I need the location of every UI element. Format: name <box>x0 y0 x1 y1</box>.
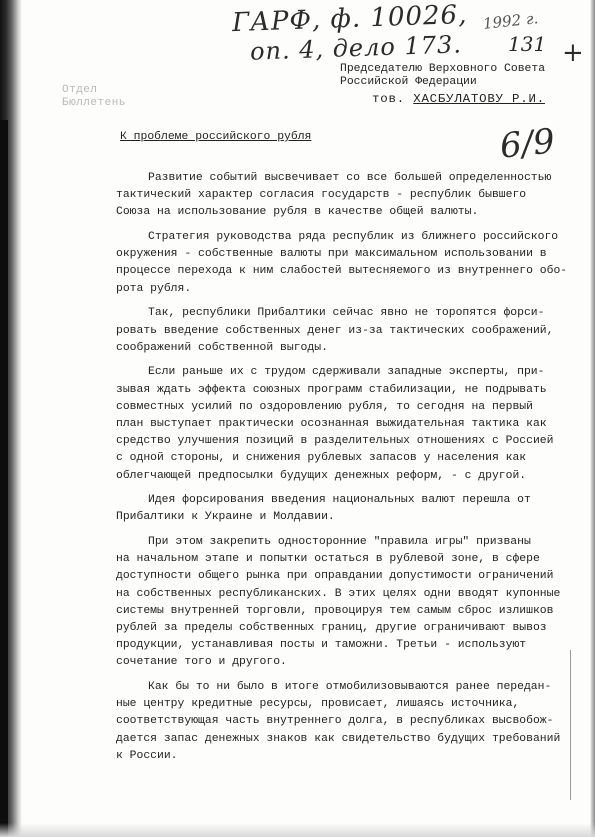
text-line: Если раньше их с трудом сдерживали западные эксперты, при- <box>148 366 545 379</box>
archive-reference-line1: ГАРФ, ф. 10026, <box>231 0 468 39</box>
text-line: на собственных республиканских. В этих целях одни вводят купонные <box>116 587 561 600</box>
faint-stamp-line: Бюллетень <box>62 97 126 109</box>
document-body <box>116 170 576 773</box>
addressee-block <box>340 63 545 89</box>
addressee-line1: Председателю Верховного Совета <box>340 63 546 75</box>
paragraph <box>116 534 576 672</box>
text-line: Союза на использование рубля в качестве общей валюты. <box>116 206 479 219</box>
scan-binding-shadow <box>0 120 8 837</box>
text-line: средство улучшения позиций в разделительных отношениях с Россией <box>116 435 554 448</box>
text-line: Стратегия руководства ряда республик из ближнего российского <box>148 231 559 244</box>
text-line: с одной стороны, и снижения рублевых запасов у населения как <box>116 452 527 465</box>
text-line: доступности общего рынка при оправдании допустимости ограничений <box>116 570 554 583</box>
text-line: ровать введение собственных денег из-за тактических соображений, <box>116 324 554 337</box>
faint-stamp-line: Отдел <box>62 84 98 96</box>
paragraph <box>116 364 576 484</box>
text-line: тактический характер согласия государств - республик бывшего <box>116 189 527 202</box>
text-line: При этом закрепить односторонние "правила игры" призваны <box>148 536 531 549</box>
text-line: на начальном этапе и попытки остаться в рублевой зоне, в сфере <box>116 553 540 566</box>
handwritten-margin-mark: 6/9 <box>498 121 557 167</box>
text-line: окружения - собственные валюты при максимальном использовании в <box>116 248 547 261</box>
paragraph <box>116 679 576 765</box>
paragraph <box>116 492 576 526</box>
text-line: дается запас денежных знаков как свидетельство будущих требований <box>116 732 561 745</box>
text-line: Развитие событий высвечивает со все большей определенностью <box>148 172 552 184</box>
addressee-line2: Российской Федерации <box>340 76 477 88</box>
paragraph <box>116 229 576 298</box>
archive-cross-mark: + <box>562 38 584 68</box>
text-line: процессе перехода к ним слабостей вытесняемого из внутреннего обо- <box>116 265 568 278</box>
paragraph <box>116 305 576 357</box>
addressee-name-line <box>372 92 545 106</box>
text-line: соображений собственной выгоды. <box>116 341 328 354</box>
scan-bottom-edge <box>0 823 595 837</box>
text-line: к России. <box>116 749 178 762</box>
addressee-name: ХАСБУЛАТОВУ Р.И. <box>413 92 545 106</box>
text-line: ные центру кредитные ресурсы, провисает, лишаясь источника, <box>116 698 520 711</box>
text-line: облегчающей предпосылки будущих денежных реформ, - с другой. <box>116 469 527 482</box>
text-line: Так, республики Прибалтики сейчас явно не торопятся форси- <box>148 307 545 320</box>
text-line: рублей за пределы собственных границ, другие ограничивают вывоз <box>116 622 547 634</box>
archive-reference-line2: оп. 4, дело 173. <box>249 30 463 66</box>
text-line: план выступает практически осознанная выжидательная тактика как <box>116 417 547 430</box>
text-line: системы внутренней торговли, провоцируя тем самым сброс излишков <box>116 604 554 617</box>
scan-right-edge <box>590 0 595 837</box>
text-line: сочетание того и другого. <box>116 656 287 669</box>
text-line: зывая ждать эффекта союзных программ стабилизации, не подрывать <box>116 383 547 396</box>
text-line: рота рубля. <box>116 282 192 295</box>
text-line: Как бы то ни было в итоге отмобилизовываются ранее передан- <box>148 681 552 694</box>
text-line: Прибалтики к Украине и Молдавии. <box>116 511 335 524</box>
archive-year: 1992 г. <box>482 9 540 33</box>
paragraph <box>116 170 576 222</box>
addressee-salutation: тов. <box>372 92 405 106</box>
text-line: совместных усилий по оздоровлению рубля, то сегодня на первый <box>116 400 533 413</box>
text-line: соответствующая часть внутреннего долга, в республиках высвобож- <box>116 715 554 728</box>
text-line: продукции, устанавливая посты и таможни. Третьи - используют <box>116 639 527 652</box>
archive-sheet-number: 131 <box>508 32 547 56</box>
text-line: Идея форсирования введения национальных валют перешла от <box>148 494 531 507</box>
document-title: К проблеме российского рубля <box>120 131 312 143</box>
